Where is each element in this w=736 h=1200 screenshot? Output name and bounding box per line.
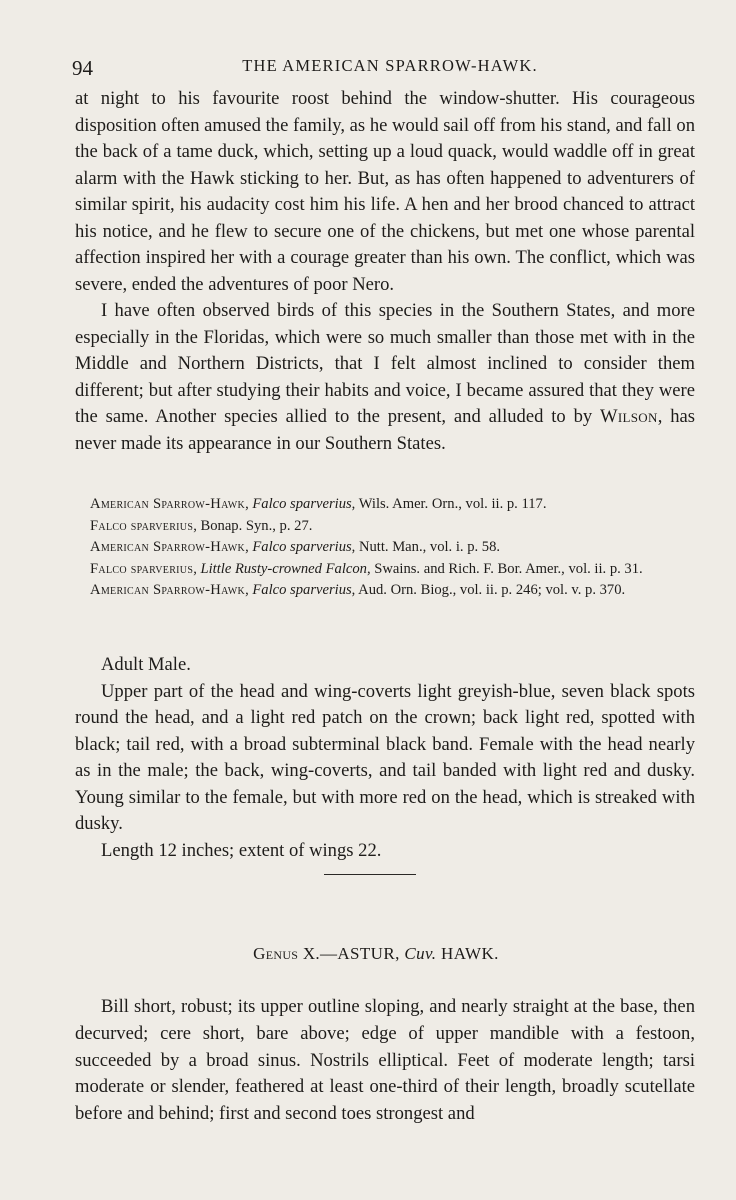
author-name-wilson: Wilson bbox=[600, 406, 658, 427]
genus-description bbox=[75, 994, 695, 1128]
narrative-paragraph-1: at night to his favourite roost behind the window-shutter. His courageous disposition often amused the family, as he would sail off from his stand, and fall on the back of a tame duck, which, setting up a loud quack, would waddle off in great alarm with the Hawk sticking to her. But, as has often happened to adventurers of similar spirit, his audacity cost him his life. A hen and her brood chanced to attract his notice, and he flew to secure one of the chickens, but met one whose parental affection inspired her with a courage greater than his own. The conflict, which was severe, ended the adventures of poor Nero. bbox=[75, 88, 695, 295]
paragraph-2-ending: , has never made its appearance in our Southern States. bbox=[75, 406, 695, 454]
reference-italic: Little Rusty-crowned Falcon bbox=[200, 560, 367, 577]
genus-heading bbox=[0, 944, 736, 964]
reference-entry bbox=[90, 516, 694, 538]
reference-citation: , Aud. Orn. Biog., vol. ii. p. 246; vol. v. p. 370. bbox=[351, 582, 626, 598]
genus-name: —ASTUR, bbox=[319, 944, 405, 963]
narrative-paragraph-2 bbox=[75, 298, 695, 457]
reference-entry: Falco sparverius, Little Rusty-crowned Falcon, Swains. and Rich. F. Bor. Amer., vol. ii. p. 31. bbox=[90, 560, 643, 577]
reference-citation: , Swains. and Rich. F. Bor. Amer., vol. ii. p. 31. bbox=[366, 560, 643, 577]
description-heading: Adult Male. bbox=[101, 654, 191, 675]
reference-name: Falco sparverius bbox=[90, 517, 194, 534]
reference-entry: American Sparrow-Hawk, Falco sparverius, Nutt. Man., vol. i. p. 58. bbox=[90, 539, 501, 555]
description-body: Upper part of the head and wing-coverts light greyish-blue, seven black spots round the head, and a light red patch on the crown; back light red, spotted with black; tail red, with a broad subterminal black band. Female with the head nearly as in the male; the back, wing-coverts, and tail banded with light red and dusky. Young similar to the female, but with more red on the head, which is streaked with dusky. bbox=[75, 680, 695, 834]
species-description bbox=[75, 652, 695, 864]
reference-citation: , Nutt. Man., vol. i. p. 58. bbox=[351, 539, 501, 555]
reference-italic: Falco sparverius bbox=[252, 582, 352, 598]
synonymy-references bbox=[90, 494, 694, 602]
reference-name: Falco sparverius bbox=[90, 560, 194, 577]
reference-italic: Falco sparverius bbox=[252, 496, 352, 512]
genus-label: Genus X. bbox=[253, 944, 320, 963]
genus-authority: Cuv. bbox=[404, 944, 437, 963]
reference-entry: American Sparrow-Hawk, Falco sparverius, Wils. Amer. Orn., vol. ii. p. 117. bbox=[90, 496, 547, 512]
description-measurements: Length 12 inches; extent of wings 22. bbox=[101, 839, 382, 861]
reference-italic: Falco sparverius bbox=[252, 539, 352, 555]
reference-name: American Sparrow-Hawk bbox=[90, 582, 246, 598]
narrative-text bbox=[75, 86, 695, 457]
genus-description-text: Bill short, robust; its upper outline sloping, and nearly straight at the base, then decurved; cere short, bare above; edge of upper mandible with a festoon, succeeded by a broad sinus. Nostrils elliptical. Feet of moderate length; tarsi moderate or slender, feathered at least one-third of their length, broadly scutellate before and behind; first and second toes strongest and bbox=[75, 996, 695, 1125]
genus-common-name: HAWK. bbox=[436, 944, 499, 963]
reference-name: American Sparrow-Hawk bbox=[90, 496, 246, 512]
running-title: THE AMERICAN SPARROW-HAWK. bbox=[242, 56, 538, 75]
reference-citation: , Bonap. Syn., p. 27. bbox=[193, 517, 313, 534]
page-number: 94 bbox=[72, 56, 93, 80]
reference-name: American Sparrow-Hawk bbox=[90, 539, 246, 555]
section-divider bbox=[324, 874, 416, 875]
paragraph-2-text: I have often observed birds of this species in the Southern States, and more especially in the Floridas, which were so much smaller than those met with in the Middle and Northern Districts, that I felt almost inclined to consider them different; but after studying their habits and voice, I became assured that they were the same. Another species allied to the present, and alluded to by bbox=[75, 300, 695, 427]
reference-entry: American Sparrow-Hawk, Falco sparverius, Aud. Orn. Biog., vol. ii. p. 246; vol. v. p. 370. bbox=[90, 582, 626, 598]
page-header bbox=[72, 52, 684, 82]
reference-citation: , Wils. Amer. Orn., vol. ii. p. 117. bbox=[351, 496, 547, 512]
